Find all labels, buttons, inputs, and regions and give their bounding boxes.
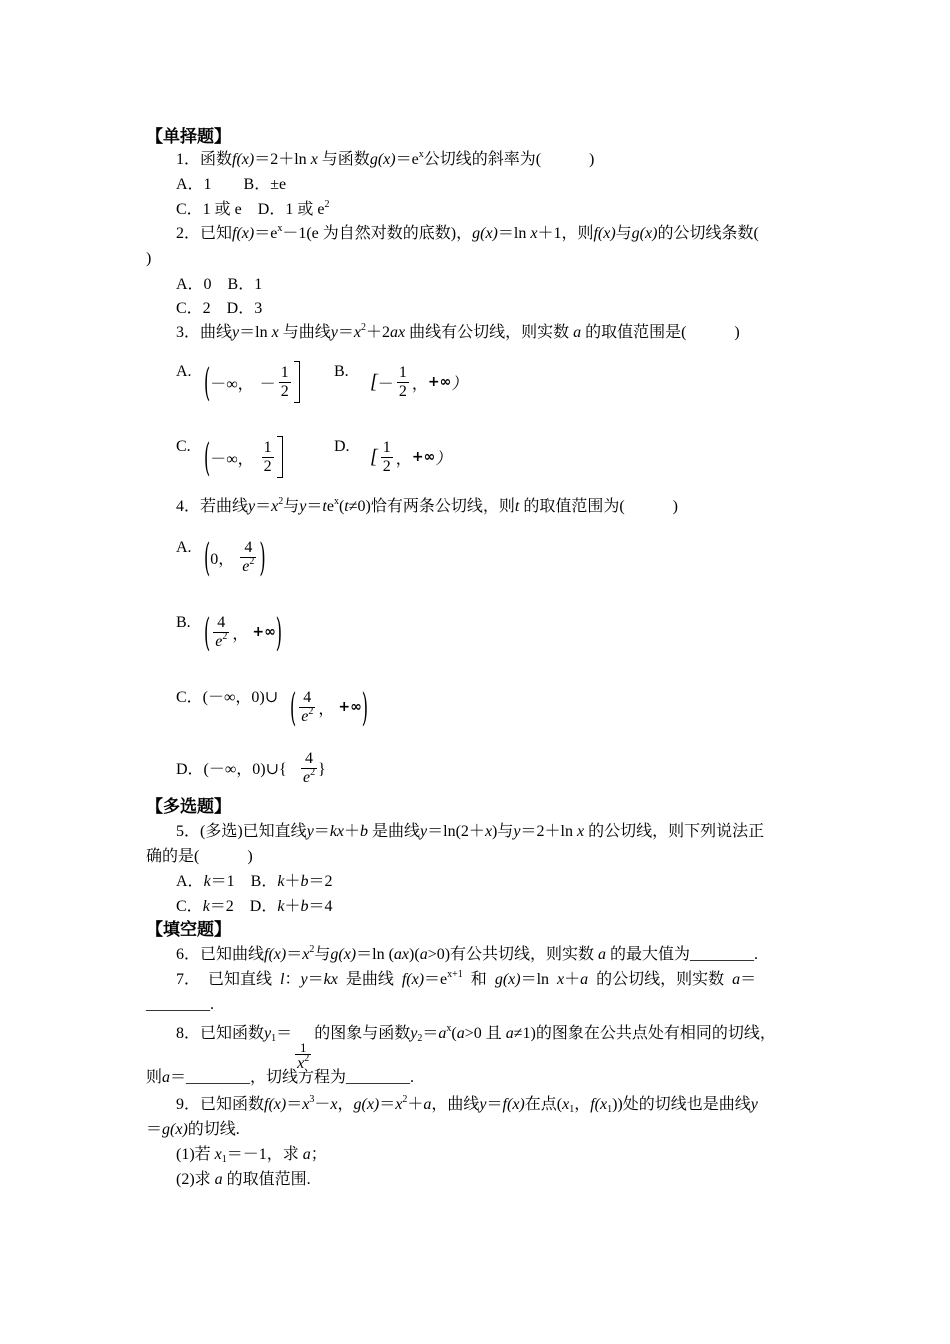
q4-option-d-label: D．(－∞，0)∪{ [176,761,287,778]
q5-options-ab: A．k＝1 B．k＋b＝2 [176,873,333,890]
q3-option-b-label: B. [334,363,349,380]
question-9-part-1: (1)若 $x_1=-1$，求 a； [176,1146,327,1165]
q5-options-cd: C．k＝2 D．k＋b＝4 [176,898,333,915]
question-2-wrap: ) [146,250,152,267]
q4-option-b-math: ( $\frac{4}{e^2}$ ， +∞ ) [204,609,283,655]
q4-option-a-math: ( 0， $\frac{4}{e^2}$ ) [204,534,266,580]
question-9: 9．已知函数$f(x)=x^3-x$，$g(x)=x^2+a$，曲线y＝f(x)在点($x_1$，$f(x_1)$)处的切线也是曲线y [176,1094,758,1115]
q3-option-a-math: ( －∞， － $\frac{1}{2}$ [204,359,300,405]
question-6: 6．已知曲线$f(x)=x^2$与g(x)＝ln (ax)(a>0)有公共切线，则实数 a 的最大值为________. [176,944,759,963]
question-8-wrap: 则a＝________，切线方程为________. [146,1069,415,1086]
q3-option-c-math: ( －∞， $\frac{1}{2}$ [204,434,283,480]
section-multi-choice: 【多选题】 [146,797,231,817]
q3-option-a-label: A. [176,363,192,380]
question-9-part-2: (2)求 a 的取值范围. [176,1171,311,1188]
question-3: 3．曲线y＝ln x 与曲线$y=x^2+2ax$ 曲线有公切线，则实数 a 的取值范围是( ) [176,322,740,341]
q4-option-d-close: } [318,761,326,778]
paren-left: ( [204,359,211,405]
bracket-left: [ [370,445,378,468]
paren-right: ) [361,684,369,730]
question-5-wrap: 确的是( ) [146,848,253,865]
q4-option-c-label: C．(－∞，0)∪ [176,689,279,706]
q4-option-a-label: A. [176,539,192,556]
q4-option-c-math: ( $\frac{4}{e^2}$ ， +∞ ) [290,684,369,730]
question-2: 2．已知$f(x)=e^x-1(e$ 为自然对数的底数)，g(x)＝ln x＋1，则f(x)与g(x)的公切线条数( [176,223,759,242]
question-7: 7． 已知直线 l：y＝kx 是曲线 $f(x)=e^{x+1}$ 和 g(x)＝ln x＋a 的公切线，则实数 a＝ [176,969,757,988]
question-4: 4．若曲线$y=x^2$与$y=te^x(t\ne 0)$恰有两条公切线，则t 的取值范围为( ) [176,496,678,515]
question-5: 5．(多选)已知直线y＝kx＋b 是曲线y＝ln(2＋x)与y＝2＋ln x 的公切线，则下列说法正 [176,823,765,840]
q1-options-ab: A．1 B．±e [176,176,287,193]
question-7-wrap: ________. [146,996,214,1013]
section-fill-blank: 【填空题】 [146,920,231,940]
paren-left: ( [204,534,211,580]
q3-option-d-math: [ $\frac{1}{2}$ ， +∞ ） [370,438,452,475]
q3-option-b-math: [ － $\frac{1}{2}$ ， +∞ ） [370,363,468,400]
q4-option-d-math: $\frac{4}{e^2}$ [303,749,316,786]
paren-right: ) [259,534,266,580]
question-9-wrap: ＝g(x)的切线. [146,1121,240,1138]
question-8: 8．已知函数$y_1=$ $\frac{1}{x^2}$ 的图象与函数$y_2=a^x(a>0$ 且 a≠1)的图象在公共点处有相同的切线， [176,1023,776,1072]
bracket-right [294,361,300,403]
q2-options-ab: A．0 B．1 [176,276,263,293]
bracket-right [277,436,283,478]
q4-option-b-label: B. [176,614,191,631]
q1-options-cd: C．1 或 e D．1 或 $e^2$ [176,199,330,218]
q3-option-c-label: C. [176,438,191,455]
paren-right: ) [275,609,283,655]
section-single-choice: 【单择题】 [146,127,231,147]
paren-left: ( [204,609,211,655]
bracket-left: [ [370,370,378,393]
question-1: 1．函数f(x)＝2＋ln x 与函数$g(x)=e^x$公切线的斜率为( ) [176,149,595,168]
paren-left: ( [204,434,211,480]
q2-options-cd: C．2 D．3 [176,300,263,317]
paren-left: ( [290,684,297,730]
q3-option-d-label: D. [334,438,350,455]
